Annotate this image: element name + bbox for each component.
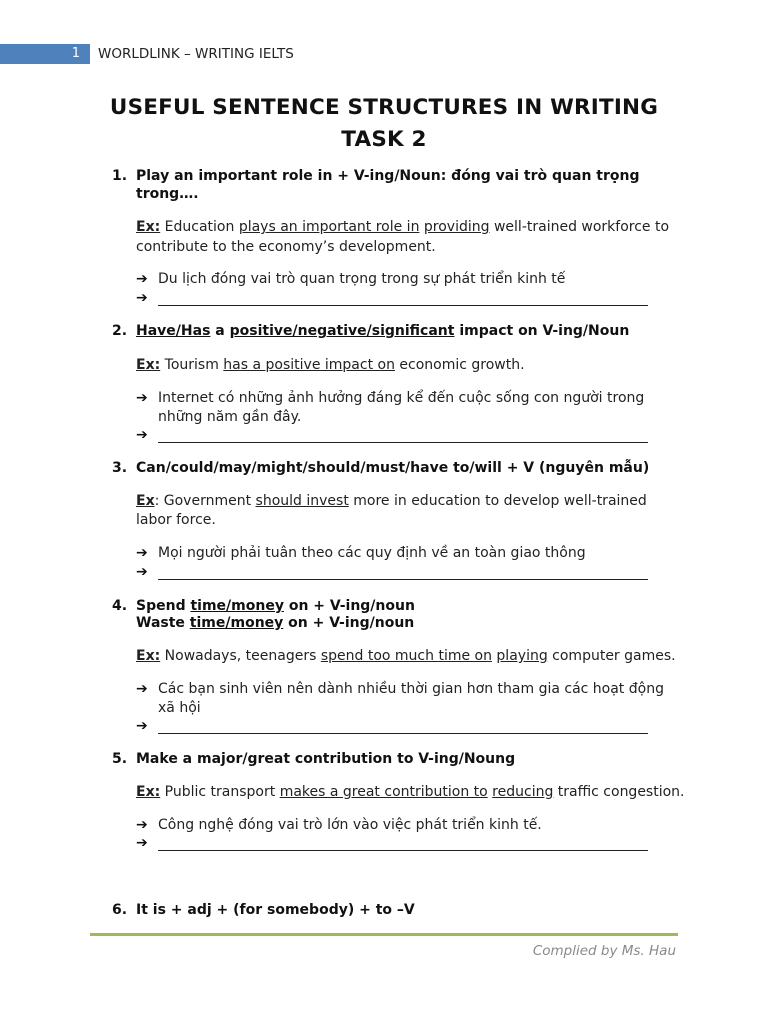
example-highlight: makes a great contribution to <box>279 784 488 800</box>
heading-text: impact on V-ing/Noun <box>454 323 630 339</box>
example-text: : Government <box>154 493 256 509</box>
arrow-bullet-icon: ➔ <box>136 718 148 734</box>
example-text: Nowadays, teenagers <box>160 648 321 664</box>
example-highlight: should invest <box>255 493 349 509</box>
exercise-prompt: Mọi người phải tuân theo các quy định về an toàn giao thông <box>158 545 586 561</box>
item-heading <box>136 598 415 615</box>
example-highlight: reducing <box>492 784 554 800</box>
heading-text: Waste <box>136 615 190 631</box>
arrow-bullet-icon: ➔ <box>136 290 148 306</box>
example-line-cont: contribute to the economy’s development. <box>136 239 436 255</box>
heading-underlined: positive/negative/significant <box>229 323 455 339</box>
arrow-bullet-icon: ➔ <box>136 271 148 287</box>
exercise-prompt: Công nghệ đóng vai trò lớn vào việc phát triển kinh tế. <box>158 817 542 833</box>
item-heading-2 <box>136 615 414 632</box>
example-text: computer games. <box>547 648 676 664</box>
example-highlight: providing <box>423 219 490 235</box>
exercise-prompt: Du lịch đóng vai trò quan trọng trong sự phát triển kinh tế <box>158 271 566 287</box>
running-header: WORLDLINK – WRITING IELTS <box>98 46 294 62</box>
heading-text: Spend <box>136 598 191 614</box>
example-highlight: playing <box>496 648 548 664</box>
item-number: 3. <box>112 460 128 476</box>
item-number: 4. <box>112 598 128 614</box>
example-label: Ex: <box>136 219 161 235</box>
answer-blank-line[interactable] <box>158 579 648 580</box>
item-heading: Make a major/great contribution to V-ing/Noung <box>136 751 516 767</box>
title-line-1: USEFUL SENTENCE STRUCTURES IN WRITING <box>109 95 659 120</box>
exercise-prompt-cont: xã hội <box>158 700 201 716</box>
heading-underlined: Have/Has <box>136 323 211 339</box>
example-line <box>136 492 647 511</box>
example-text: more in education to develop well-trained <box>348 493 647 509</box>
footer-credit: Complied by Ms. Hau <box>532 943 676 959</box>
page-number: 1 <box>71 46 80 61</box>
example-label: Ex: <box>136 357 161 373</box>
example-label: Ex: <box>136 648 161 664</box>
heading-underlined: time/money <box>190 598 284 614</box>
arrow-bullet-icon: ➔ <box>136 390 148 406</box>
heading-text: a <box>210 323 230 339</box>
example-text: well-trained workforce to <box>489 219 670 235</box>
answer-blank-line[interactable] <box>158 442 648 443</box>
example-line <box>136 647 676 666</box>
title-line-2: TASK 2 <box>341 127 427 152</box>
arrow-bullet-icon: ➔ <box>136 817 148 833</box>
arrow-bullet-icon: ➔ <box>136 681 148 697</box>
example-line <box>136 356 525 375</box>
heading-text: on + V-ing/noun <box>283 615 415 631</box>
exercise-prompt-cont: những năm gần đây. <box>158 409 302 425</box>
answer-blank-line[interactable] <box>158 733 648 734</box>
arrow-bullet-icon: ➔ <box>136 564 148 580</box>
item-heading: It is + adj + (for somebody) + to –V <box>136 902 415 918</box>
example-highlight: plays an important role in <box>238 219 420 235</box>
arrow-bullet-icon: ➔ <box>136 545 148 561</box>
answer-blank-line[interactable] <box>158 305 648 306</box>
example-line <box>136 218 669 237</box>
example-label: Ex <box>136 493 155 509</box>
example-label: Ex: <box>136 784 161 800</box>
page-number-badge <box>0 44 90 64</box>
item-number: 6. <box>112 902 128 918</box>
item-heading: Play an important role in + V-ing/Noun: đóng vai trò quan trọng <box>136 168 640 184</box>
item-number: 1. <box>112 168 128 184</box>
example-text: Tourism <box>160 357 224 373</box>
example-text: Public transport <box>160 784 280 800</box>
example-text: economic growth. <box>394 357 525 373</box>
heading-underlined: time/money <box>189 615 284 631</box>
footer-divider <box>90 933 678 936</box>
arrow-bullet-icon: ➔ <box>136 427 148 443</box>
item-number: 2. <box>112 323 128 339</box>
page-title <box>0 92 768 156</box>
item-number: 5. <box>112 751 128 767</box>
heading-text: on + V-ing/noun <box>283 598 415 614</box>
exercise-prompt: Internet có những ảnh hưởng đáng kể đến cuộc sống con người trong <box>158 390 645 406</box>
example-line-cont: labor force. <box>136 512 216 528</box>
example-text: traffic congestion. <box>553 784 685 800</box>
answer-blank-line[interactable] <box>158 850 648 851</box>
example-text: Education <box>160 219 239 235</box>
item-heading-cont: trong…. <box>136 186 199 202</box>
example-line <box>136 783 685 802</box>
arrow-bullet-icon: ➔ <box>136 835 148 851</box>
exercise-prompt: Các bạn sinh viên nên dành nhiều thời gian hơn tham gia các hoạt động <box>158 681 664 697</box>
example-highlight: has a positive impact on <box>223 357 395 373</box>
item-heading: Can/could/may/might/should/must/have to/will + V (nguyên mẫu) <box>136 460 650 476</box>
item-heading <box>136 323 629 340</box>
example-highlight: spend too much time on <box>320 648 492 664</box>
